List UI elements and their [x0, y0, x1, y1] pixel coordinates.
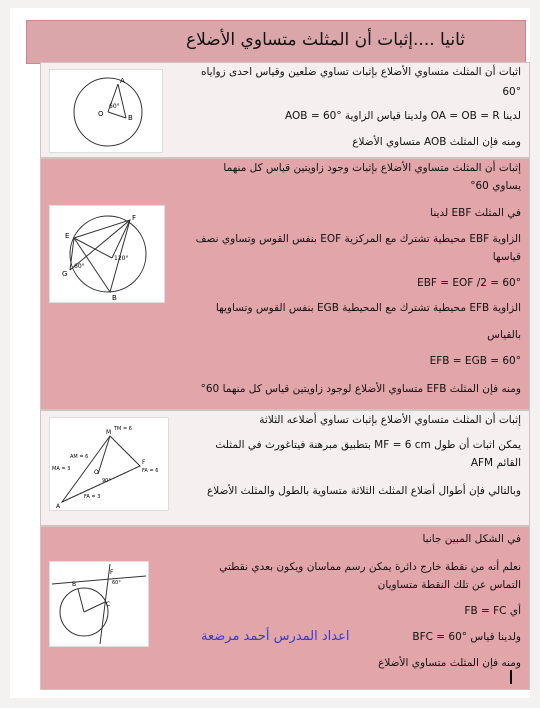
text-cursor — [510, 670, 512, 684]
label-fa3: FA = 3 — [84, 494, 101, 500]
label-f: F — [132, 214, 137, 222]
s2-line-2: يساوي 60° — [470, 180, 521, 192]
s2-line-6: EBF = EOF /2 = 60° — [417, 277, 521, 289]
page-title: ثانيا ....إثبات أن المثلث متساوي الأضلاع — [186, 30, 465, 50]
section-4 — [40, 526, 530, 690]
s4-line-4: أي FB = FC — [464, 605, 521, 617]
label-tm: TM = 6 — [114, 426, 132, 432]
label-a: A — [56, 503, 61, 510]
label-f: F — [142, 459, 146, 466]
label-fa6: FA = 6 — [142, 468, 159, 474]
s4-line-1: في الشكل المبين جانبا — [422, 533, 521, 545]
s2-line-5: قياسها — [492, 251, 521, 263]
s2-line-7: الزاوية EFB محيطية تشترك مع المحيطية EGB بنفس القوس وتساويها — [215, 302, 521, 314]
s4-line-3: التماس عن تلك النقطة متساويان — [377, 579, 521, 591]
s1-line-1: اثبات أن المثلث متساوي الأضلاع بإثبات تساوي ضلعين وقياس احدى زواياه — [200, 66, 521, 78]
section-1 — [40, 62, 530, 158]
document-page — [10, 8, 530, 698]
angle-120: 120° — [114, 255, 129, 262]
angle-90: 90° — [102, 478, 111, 484]
angle-60: 60° — [74, 263, 85, 270]
label-e: E — [65, 232, 70, 240]
author-signature: اعداد المدرس أحمد مرضعة — [201, 629, 350, 644]
s1-line-3: لدينا OA = OB = R ولدينا قياس الزاوية AOB = 60° — [285, 110, 521, 122]
s3-line-3: القائم AFM — [470, 457, 521, 469]
tangent-figure-bfc — [49, 561, 149, 647]
label-a: A — [120, 77, 125, 85]
triangle-figure-amf — [49, 417, 169, 511]
label-f: F — [110, 569, 114, 576]
label-c: C — [106, 601, 111, 608]
s4-line-5: ولدينا قياس BFC = 60° — [412, 631, 521, 643]
circle-figure-efb — [49, 205, 165, 303]
label-ma: MA = 3 — [52, 466, 71, 472]
s3-line-1: إثبات أن المثلث متساوي الأضلاع بإثبات تساوي أضلاعه الثلاثة — [259, 414, 521, 426]
label-b: B — [128, 114, 133, 122]
label-g: G — [62, 270, 68, 278]
circle-figure-aob — [49, 69, 163, 153]
label-m: M — [106, 429, 112, 436]
s2-line-1: إثبات أن المثلث متساوي الأضلاع بإثبات وجود زاويتين قياس كل منهما — [223, 162, 521, 174]
s2-line-10: ومنه فإن المثلث EFB متساوي الأضلاع لوجود زاويتين قياس كل منهما 60° — [200, 383, 521, 395]
s2-line-3: في المثلث EBF لدينا — [430, 207, 521, 219]
s1-line-2: 60° — [502, 86, 521, 98]
s1-line-4: ومنه فإن المثلث AOB متساوي الأضلاع — [352, 136, 521, 148]
s4-line-6: ومنه فإن المثلث متساوي الأضلاع — [378, 657, 521, 669]
s3-line-4: وبالتالي فإن أطوال أضلاع المثلث الثلاثة متساوية بالطول والمثلث الأضلاع — [206, 485, 521, 497]
section-2 — [40, 158, 530, 410]
label-am: AM = 6 — [70, 454, 89, 460]
label-o: O — [98, 110, 104, 118]
s2-line-4: الزاوية EBF محيطية تشترك مع المركزية EOF بنفس القوس وتساوي نصف — [195, 233, 521, 245]
label-o: O — [94, 469, 99, 476]
s2-line-9: EFB = EGB = 60° — [429, 355, 521, 367]
s3-line-2: يمكن اثبات أن طول MF = 6 cm بتطبيق مبرهنة فيتاغورث في المثلث — [215, 439, 521, 451]
label-b: B — [72, 581, 77, 588]
angle-label: 60° — [109, 103, 120, 110]
title-bar — [26, 20, 526, 64]
s4-line-2: نعلم أنه من نقطة خارج دائرة يمكن رسم مماسان ويكون بعدي نقطتي — [219, 561, 521, 573]
label-b: B — [112, 294, 117, 302]
angle-60: 60° — [112, 580, 121, 586]
section-3 — [40, 410, 530, 526]
s2-line-8: بالقياس — [487, 329, 521, 341]
